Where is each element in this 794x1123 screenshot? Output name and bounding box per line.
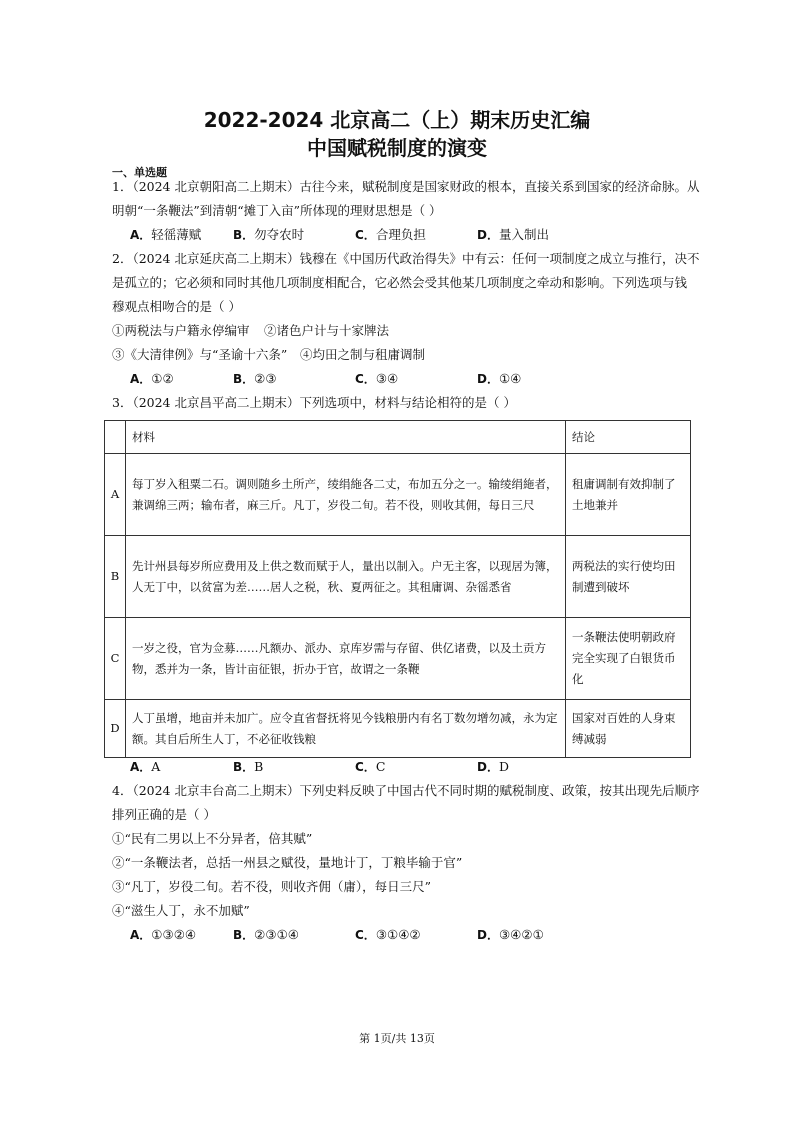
- q2-item-3: ③《大清律例》与“圣谕十六条”: [112, 347, 288, 362]
- row-material: 每丁岁入租粟二石。调则随乡土所产，绫绢絁各二丈，布加五分之一。输绫绢絁者，兼调绵三两；输布者，麻三斤。凡丁，岁役二旬。若不役，则收其佣，每日三尺: [126, 454, 566, 536]
- q4-stem-line1: 4．（2024 北京丰台高二上期末）下列史料反映了中国古代不同时期的赋税制度、政策，按其出现先后顺序: [112, 783, 700, 798]
- page-title: 2022-2024 北京高二（上）期末历史汇编: [203, 108, 591, 132]
- table-row: [105, 700, 691, 758]
- q4-stem-line2: 排列正确的是（ ）: [112, 807, 216, 822]
- row-key: D: [105, 700, 126, 758]
- q4-item-2: ②“一条鞭法者，总括一州县之赋役，量地计丁，丁粮毕输于官”: [112, 855, 463, 870]
- q1-option-d[interactable]: D．量入制出: [477, 227, 549, 242]
- row-material: 人丁虽增，地亩并未加广。应令直省督抚将见今钱粮册内有名丁数勿增勿减，永为定额。其自后所生人丁，不必征收钱粮: [126, 700, 566, 758]
- row-conclusion: 一条鞭法使明朝政府完全实现了白银货币化: [566, 618, 691, 700]
- section-heading: 一、单选题: [112, 166, 167, 179]
- q4-item-4: ④“滋生人丁，永不加赋”: [112, 903, 250, 918]
- q4-option-d[interactable]: D．③④②①: [477, 927, 544, 942]
- q3-option-c[interactable]: C．C: [355, 759, 386, 774]
- q3-option-b[interactable]: B．B: [233, 759, 264, 774]
- q2-option-d[interactable]: D．①④: [477, 371, 522, 386]
- q2-stem-line2: 是孤立的；它必须和同时其他几项制度相配合，它必然会受其他某几项制度之牵动和影响。下列选项与钱: [112, 275, 688, 290]
- table-row: [105, 454, 691, 536]
- q4-option-c[interactable]: C．③①④②: [355, 927, 421, 942]
- row-key: B: [105, 536, 126, 618]
- q2-option-c[interactable]: C．③④: [355, 371, 399, 386]
- q2-stem-line1: 2．（2024 北京延庆高二上期末）钱穆在《中国历代政治得失》中有云：任何一项制度之成立与推行，决不: [112, 251, 700, 266]
- table-header-conclusion: 结论: [566, 421, 691, 454]
- q4-item-3: ③“凡丁，岁役二旬。若不役，则收齐佣（庸），每日三尺”: [112, 879, 432, 894]
- q4-option-b[interactable]: B．②③①④: [233, 927, 299, 942]
- page-footer: 第 1页/共 13页: [359, 1032, 435, 1045]
- row-key: A: [105, 454, 126, 536]
- row-material: 先计州县每岁所应费用及上供之数而赋于人，量出以制入。户无主客，以现居为簿，人无丁中，以贫富为差……居人之税，秋、夏两征之。其租庸调、杂徭悉省: [126, 536, 566, 618]
- table-header-material: 材料: [126, 421, 566, 454]
- row-conclusion: 两税法的实行使均田制遭到破坏: [566, 536, 691, 618]
- row-key: C: [105, 618, 126, 700]
- q4-option-a[interactable]: A．①③②④: [130, 927, 197, 942]
- row-conclusion: 租庸调制有效抑制了土地兼并: [566, 454, 691, 536]
- q2-stem-line3: 穆观点相吻合的是（ ）: [112, 299, 241, 314]
- q1-option-c[interactable]: C．合理负担: [355, 227, 426, 242]
- table-header-row: [105, 421, 691, 454]
- row-conclusion: 国家对百姓的人身束缚减弱: [566, 700, 691, 758]
- table-row: [105, 618, 691, 700]
- q4-item-1: ①“民有二男以上不分异者，倍其赋”: [112, 831, 313, 846]
- q2-item-1: ①两税法与户籍永停编审: [112, 323, 250, 338]
- q1-option-b[interactable]: B．勿夺农时: [233, 227, 305, 242]
- q2-option-a[interactable]: A．①②: [130, 371, 174, 386]
- table-row: [105, 536, 691, 618]
- page-subtitle: 中国赋税制度的演变: [307, 136, 487, 160]
- row-material: 一岁之役，官为佥募……凡额办、派办、京库岁需与存留、供亿诸费，以及土贡方物，悉并为一条，皆计亩征银，折办于官，故谓之一条鞭: [126, 618, 566, 700]
- q2-item-4: ④均田之制与租庸调制: [300, 347, 426, 362]
- q3-option-a[interactable]: A．A: [130, 759, 161, 774]
- q2-item-2: ②诸色户计与十家牌法: [264, 323, 390, 338]
- q3-stem: 3．（2024 北京昌平高二上期末）下列选项中，材料与结论相符的是（ ）: [112, 395, 516, 410]
- q3-option-d[interactable]: D．D: [477, 759, 509, 774]
- q1-stem-line2: 明朝“一条鞭法”到清朝“摊丁入亩”所体现的理财思想是（ ）: [112, 203, 442, 218]
- q1-option-a[interactable]: A．轻徭薄赋: [130, 227, 202, 242]
- q3-table: [104, 420, 691, 758]
- q2-option-b[interactable]: B．②③: [233, 371, 277, 386]
- table-header-key: [105, 421, 126, 454]
- q1-stem-line1: 1．（2024 北京朝阳高二上期末）古往今来，赋税制度是国家财政的根本，直接关系到国家的经济命脉。从: [112, 179, 700, 194]
